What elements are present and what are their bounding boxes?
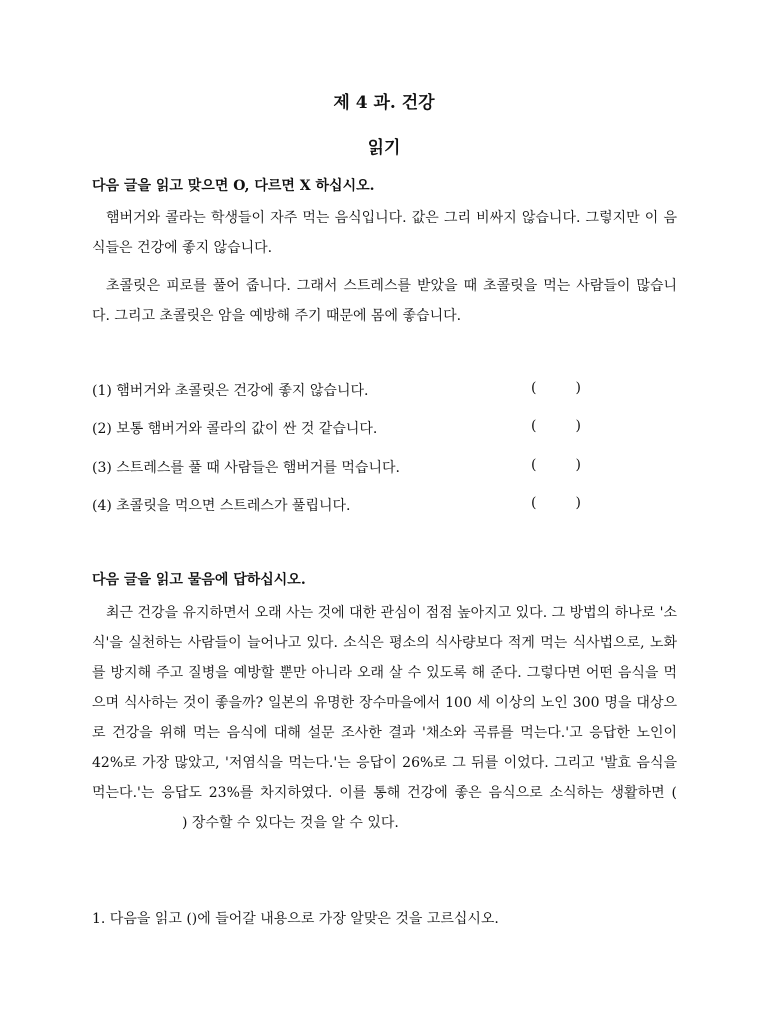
close-paren: ) [575, 495, 581, 511]
section-title: 읽기 [367, 138, 401, 158]
question-1-text: (1) 햄버거와 초콜릿은 건강에 좋지 않습니다. [92, 383, 369, 399]
open-paren: ( [531, 418, 537, 434]
part2-instruction: 다음 글을 읽고 물음에 답하십시오. [92, 572, 306, 588]
close-paren: ) [575, 380, 581, 396]
part1-paragraph-1: 햄버거와 콜라는 학생들이 자주 먹는 음식입니다. 값은 그리 비싸지 않습니다. 그렇지만 이 음식들은 건강에 좋지 않습니다. [92, 210, 677, 256]
answer-box-4[interactable] [531, 495, 581, 511]
open-paren: ( [531, 457, 537, 473]
open-paren: ( [531, 380, 537, 396]
question-3-text: (3) 스트레스를 풀 때 사람들은 햄버거를 먹습니다. [92, 460, 400, 476]
lesson-title: 제 4 과. 건강 [333, 93, 435, 113]
close-paren: ) [575, 418, 581, 434]
part1-paragraph-2: 초콜릿은 피로를 풀어 줍니다. 그래서 스트레스를 받았을 때 초콜릿을 먹는 사람들이 많습니다. 그리고 초콜릿은 암을 예방해 주기 때문에 몸에 좋습니다. [92, 278, 677, 324]
paragraph-text-after-blank: ) 장수할 수 있다는 것을 알 수 있다. [182, 815, 399, 831]
open-paren: ( [531, 495, 537, 511]
answer-box-3[interactable] [531, 457, 581, 473]
answer-box-2[interactable] [531, 418, 581, 434]
answer-box-1[interactable] [531, 380, 581, 396]
question-1-prompt: 1. 다음을 읽고 ()에 들어갈 내용으로 가장 알맞은 것을 고르십시오. [92, 911, 499, 927]
part2-paragraph [92, 598, 677, 838]
close-paren: ) [575, 457, 581, 473]
question-2-text: (2) 보통 햄버거와 콜라의 값이 싼 것 같습니다. [92, 421, 378, 437]
question-4-text: (4) 초콜릿을 먹으면 스트레스가 풀립니다. [92, 498, 351, 514]
part1-instruction: 다음 글을 읽고 맞으면 O, 다르면 X 하십시오. [92, 178, 375, 194]
paragraph-text-before-blank: 최근 건강을 유지하면서 오래 사는 것에 대한 관심이 점점 높아지고 있다. 그 방법의 하나로 '소식'을 실천하는 사람들이 늘어나고 있다. 소식은 평소의 식사량보다 적게 먹는 식사법으로, 노화를 방지해 주고 질병을 예방할 뿐만 아니라 오래 살 수 있도록 해 준다. 그렇다면 어떤 음식을 먹으며 식사하는 것이 좋을까? 일본의 유명한 장수마을에서 100 세 이상의 노인 300 명을 대상으로 건강을 위해 먹는 음식에 대해 설문 조사한 결과 '채소와 곡류를 먹는다.'고 응답한 노인이 42%로 가장 많았고, '저염식을 먹는다.'는 응답이 26%로 그 뒤를 이었다. 그리고 '발효 음식을 먹는다.'는 응답도 23%를 차지하였다. 이를 통해 건강에 좋은 음식으로 소식하는 생활하면 ( [92, 605, 677, 801]
